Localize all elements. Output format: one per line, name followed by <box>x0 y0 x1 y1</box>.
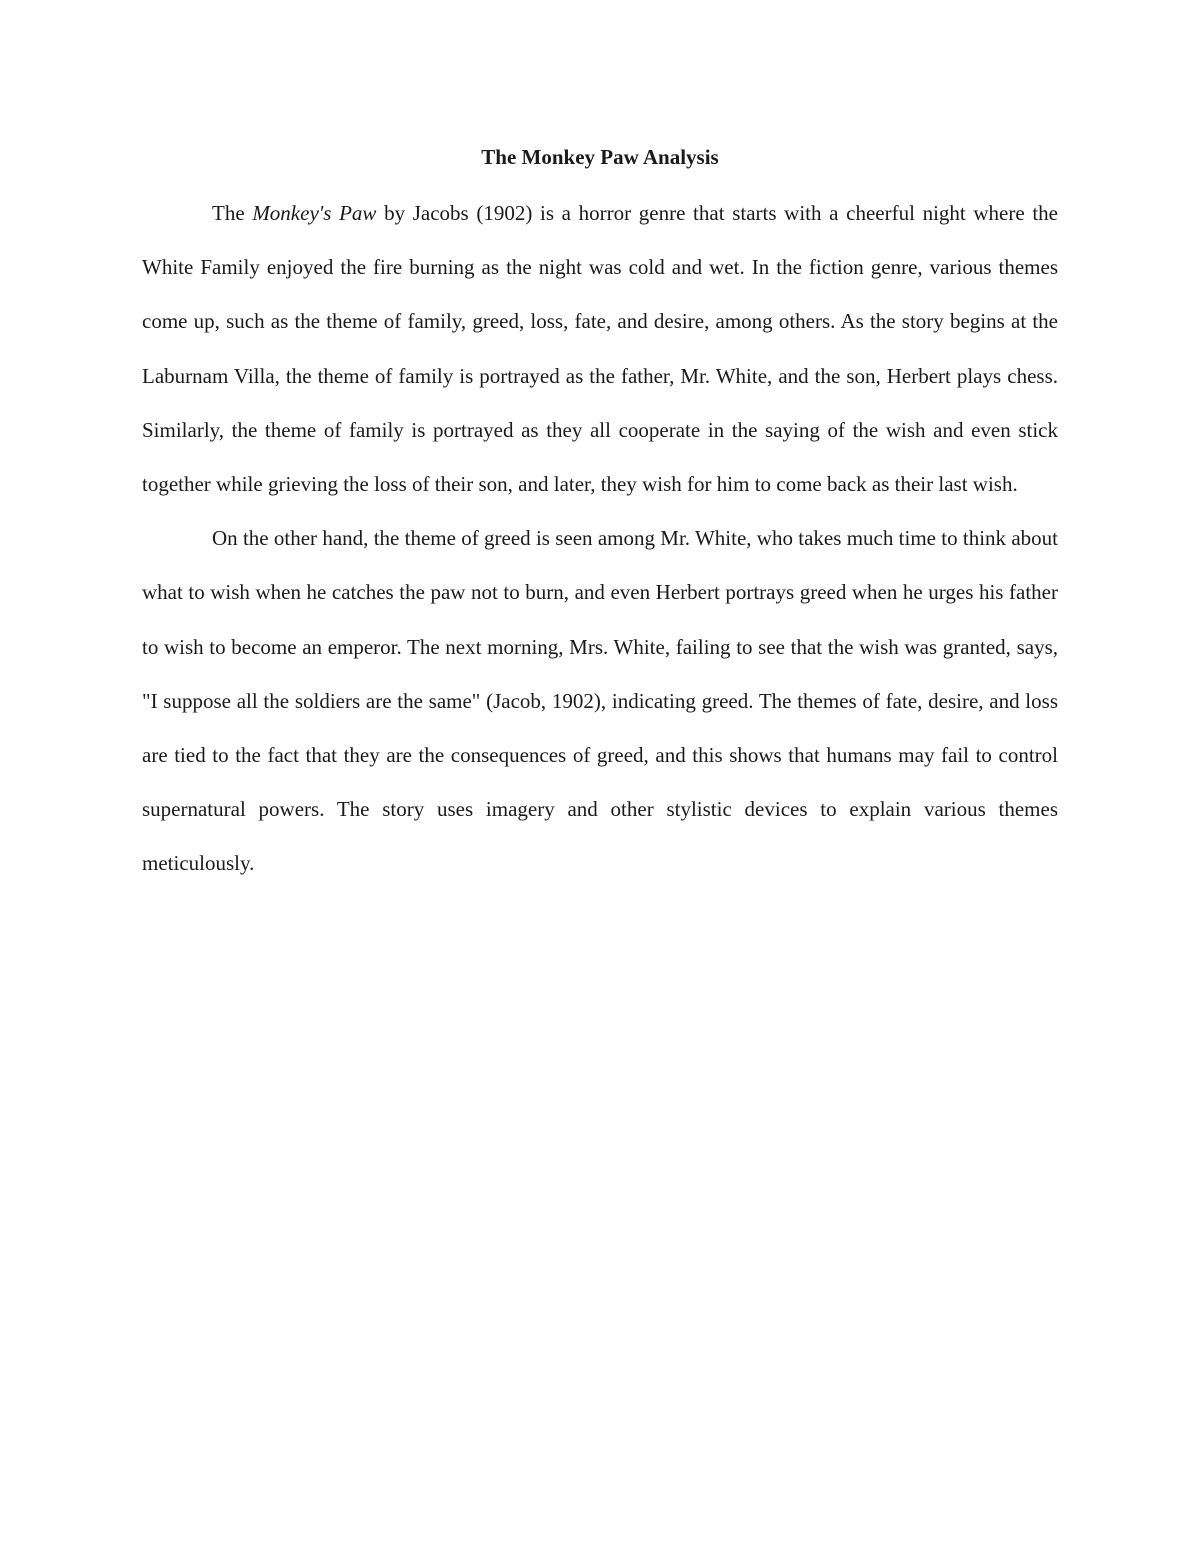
paragraph-1-body: by Jacobs (1902) is a horror genre that starts with a cheerful night where the White Family enjoyed the fire burning as the night was cold and wet. In the fiction genre, various themes come up, such as the theme of family, greed, loss, fate, and desire, among others. As the story begins at the Laburnam Villa, the theme of family is portrayed as the father, Mr. White, and the son, Herbert plays chess. Similarly, the theme of family is portrayed as they all cooperate in the saying of the wish and even stick together while grieving the loss of their son, and later, they wish for him to come back as their last wish. <box>142 201 1058 497</box>
paragraph-2: On the other hand, the theme of greed is seen among Mr. White, who takes much time to think about what to wish when he catches the paw not to burn, and even Herbert portrays greed when he urges his father to wish to become an emperor. The next morning, Mrs. White, failing to see that the wish was granted, says, "I suppose all the soldiers are the same" (Jacob, 1902), indicating greed. The themes of fate, desire, and loss are tied to the fact that they are the consequences of greed, and this shows that humans may fail to control supernatural powers. The story uses imagery and other stylistic devices to explain various themes meticulously. <box>142 526 1058 876</box>
paragraph-1-lead: The <box>212 201 253 225</box>
paragraph-1 <box>142 186 1058 511</box>
document-title: The Monkey Paw Analysis <box>481 145 719 169</box>
book-title-italic: Monkey's Paw <box>252 201 377 225</box>
